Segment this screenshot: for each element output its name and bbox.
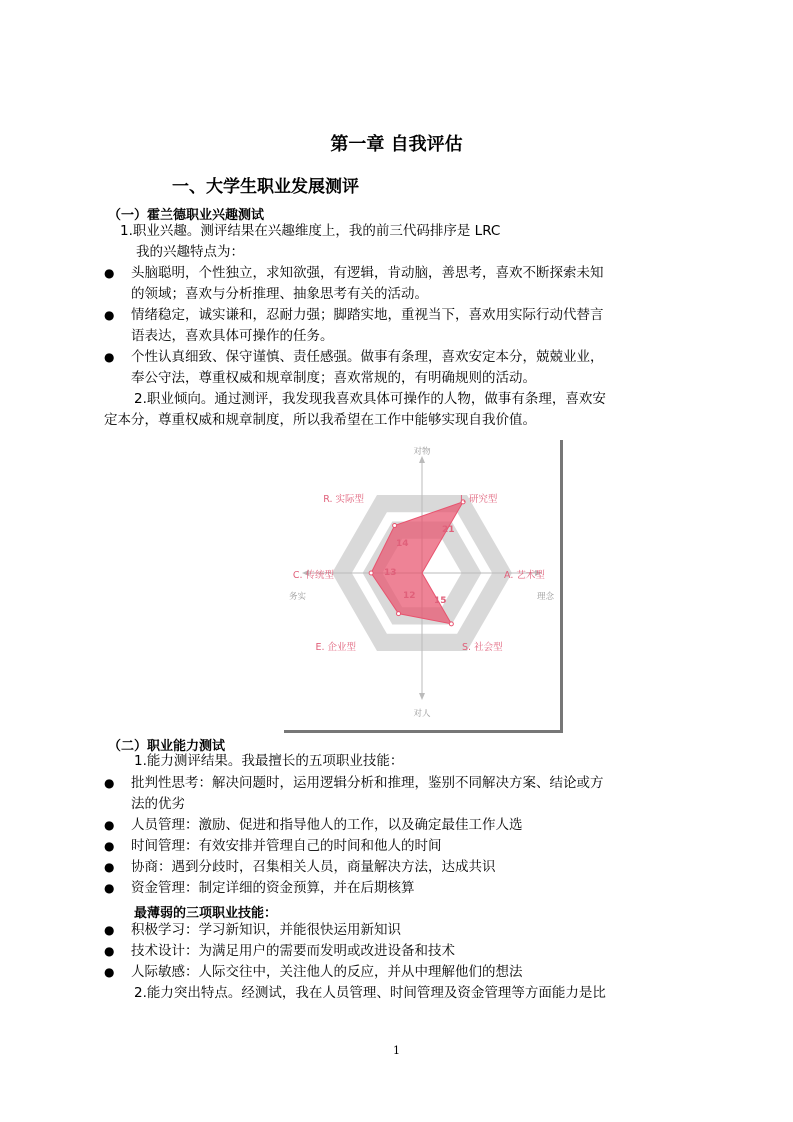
radar-value-label: 21	[442, 525, 455, 535]
arrow-down-icon	[419, 693, 425, 700]
strong-skill-5: 资金管理：制定详细的资金预算，并在后期核算	[131, 880, 415, 896]
strong-skill-2: 人员管理：激励、促进和指导他人的工作，以及确定最佳工作人选	[131, 817, 523, 833]
interest-paragraph: 1.职业兴趣。测评结果在兴趣维度上，我的前三代码排序是 LRC	[120, 223, 501, 239]
arrow-up-icon	[419, 456, 425, 463]
interest-bullet-3-line2: 奉公守法，尊重权威和规章制度；喜欢常规的，有明确规则的活动。	[131, 370, 536, 386]
ability-feature-paragraph: 2.能力突出特点。经测试，我在人员管理、时间管理及资金管理等方面能力是比	[134, 985, 606, 1001]
radar-value-label: 13	[384, 568, 397, 578]
traits-intro: 我的兴趣特点为：	[136, 244, 244, 260]
radar-orientation-label-left: 务实	[289, 592, 307, 602]
bullet-icon: ●	[104, 839, 115, 853]
radar-orientation-label-bottom: 对人	[413, 709, 431, 719]
subsection-holland-title: （一）霍兰德职业兴趣测试	[108, 208, 265, 223]
ability-paragraph: 1.能力测评结果。我最擅长的五项职业技能：	[134, 753, 404, 769]
radar-value-label: 14	[396, 539, 409, 549]
weak-skill-3: 人际敏感：人际交往中，关注他人的反应，并从中理解他们的想法	[131, 964, 523, 980]
radar-orientation-label-top: 对物	[413, 447, 431, 457]
radar-type-label-E: E. 企业型	[315, 642, 356, 653]
weak-skill-1: 积极学习：学习新知识，并能很快运用新知识	[131, 922, 401, 938]
weak-skill-2: 技术设计：为满足用户的需要而发明或改进设备和技术	[131, 943, 455, 959]
radar-type-label-I: I. 研究型	[460, 494, 498, 505]
radar-type-label-C: C. 传统型	[292, 570, 334, 581]
radar-point-C	[369, 571, 373, 575]
holland-radar-chart	[284, 440, 563, 733]
interest-bullet-1-line1: 头脑聪明，个性独立，求知欲强，有逻辑，肯动脑，善思考，喜欢不断探索未知	[131, 265, 604, 281]
tendency-line-2: 定本分，尊重权威和规章制度，所以我希望在工作中能够实现自我价值。	[104, 412, 536, 428]
bullet-icon: ●	[104, 350, 115, 364]
bullet-icon: ●	[104, 923, 115, 937]
chapter-title: 第一章 自我评估	[330, 134, 463, 155]
radar-point-S	[449, 622, 453, 626]
radar-orientation-label-right: 理念	[536, 592, 554, 602]
subsection-ability-title: （二）职业能力测试	[108, 739, 226, 754]
bullet-icon: ●	[104, 881, 115, 895]
interest-bullet-2-line2: 语表达，喜欢具体可操作的任务。	[131, 328, 334, 344]
interest-bullet-3-line1: 个性认真细致、保守谨慎、责任感强。做事有条理，喜欢安定本分，兢兢业业，	[131, 349, 604, 365]
page-number: 1	[393, 1044, 400, 1057]
interest-bullet-2-line1: 情绪稳定，诚实谦和，忍耐力强；脚踏实地，重视当下，喜欢用实际行动代替言	[131, 307, 604, 323]
radar-value-label: 15	[434, 596, 447, 606]
strong-skill-4: 协商：遇到分歧时，召集相关人员，商量解决方法，达成共识	[131, 859, 496, 875]
radar-point-R	[393, 524, 397, 528]
interest-bullet-1-line2: 的领域；喜欢与分析推理、抽象思考有关的活动。	[131, 286, 428, 302]
strong-skill-1-line1: 批判性思考：解决问题时，运用逻辑分析和推理，鉴别不同解决方案、结论或方	[131, 775, 604, 791]
tendency-line-1: 2.职业倾向。通过测评，我发现我喜欢具体可操作的人物，做事有条理，喜欢安	[134, 391, 606, 407]
strong-skill-1-line2: 法的优劣	[131, 796, 185, 812]
radar-type-label-S: S. 社会型	[462, 642, 503, 653]
strong-skill-3: 时间管理：有效安排并管理自己的时间和他人的时间	[131, 838, 442, 854]
bullet-icon: ●	[104, 776, 115, 790]
radar-type-label-R: R. 实际型	[323, 494, 364, 505]
bullet-icon: ●	[104, 266, 115, 280]
radar-point-E	[397, 612, 401, 616]
radar-svg	[284, 440, 560, 730]
bullet-icon: ●	[104, 965, 115, 979]
radar-type-label-A: A. 艺术型	[504, 570, 545, 581]
bullet-icon: ●	[104, 818, 115, 832]
bullet-icon: ●	[104, 944, 115, 958]
radar-value-label: 12	[403, 591, 416, 601]
bullet-icon: ●	[104, 860, 115, 874]
bullet-icon: ●	[104, 308, 115, 322]
section-title: 一、大学生职业发展测评	[172, 177, 359, 197]
weak-skills-title: 最薄弱的三项职业技能：	[134, 906, 278, 921]
